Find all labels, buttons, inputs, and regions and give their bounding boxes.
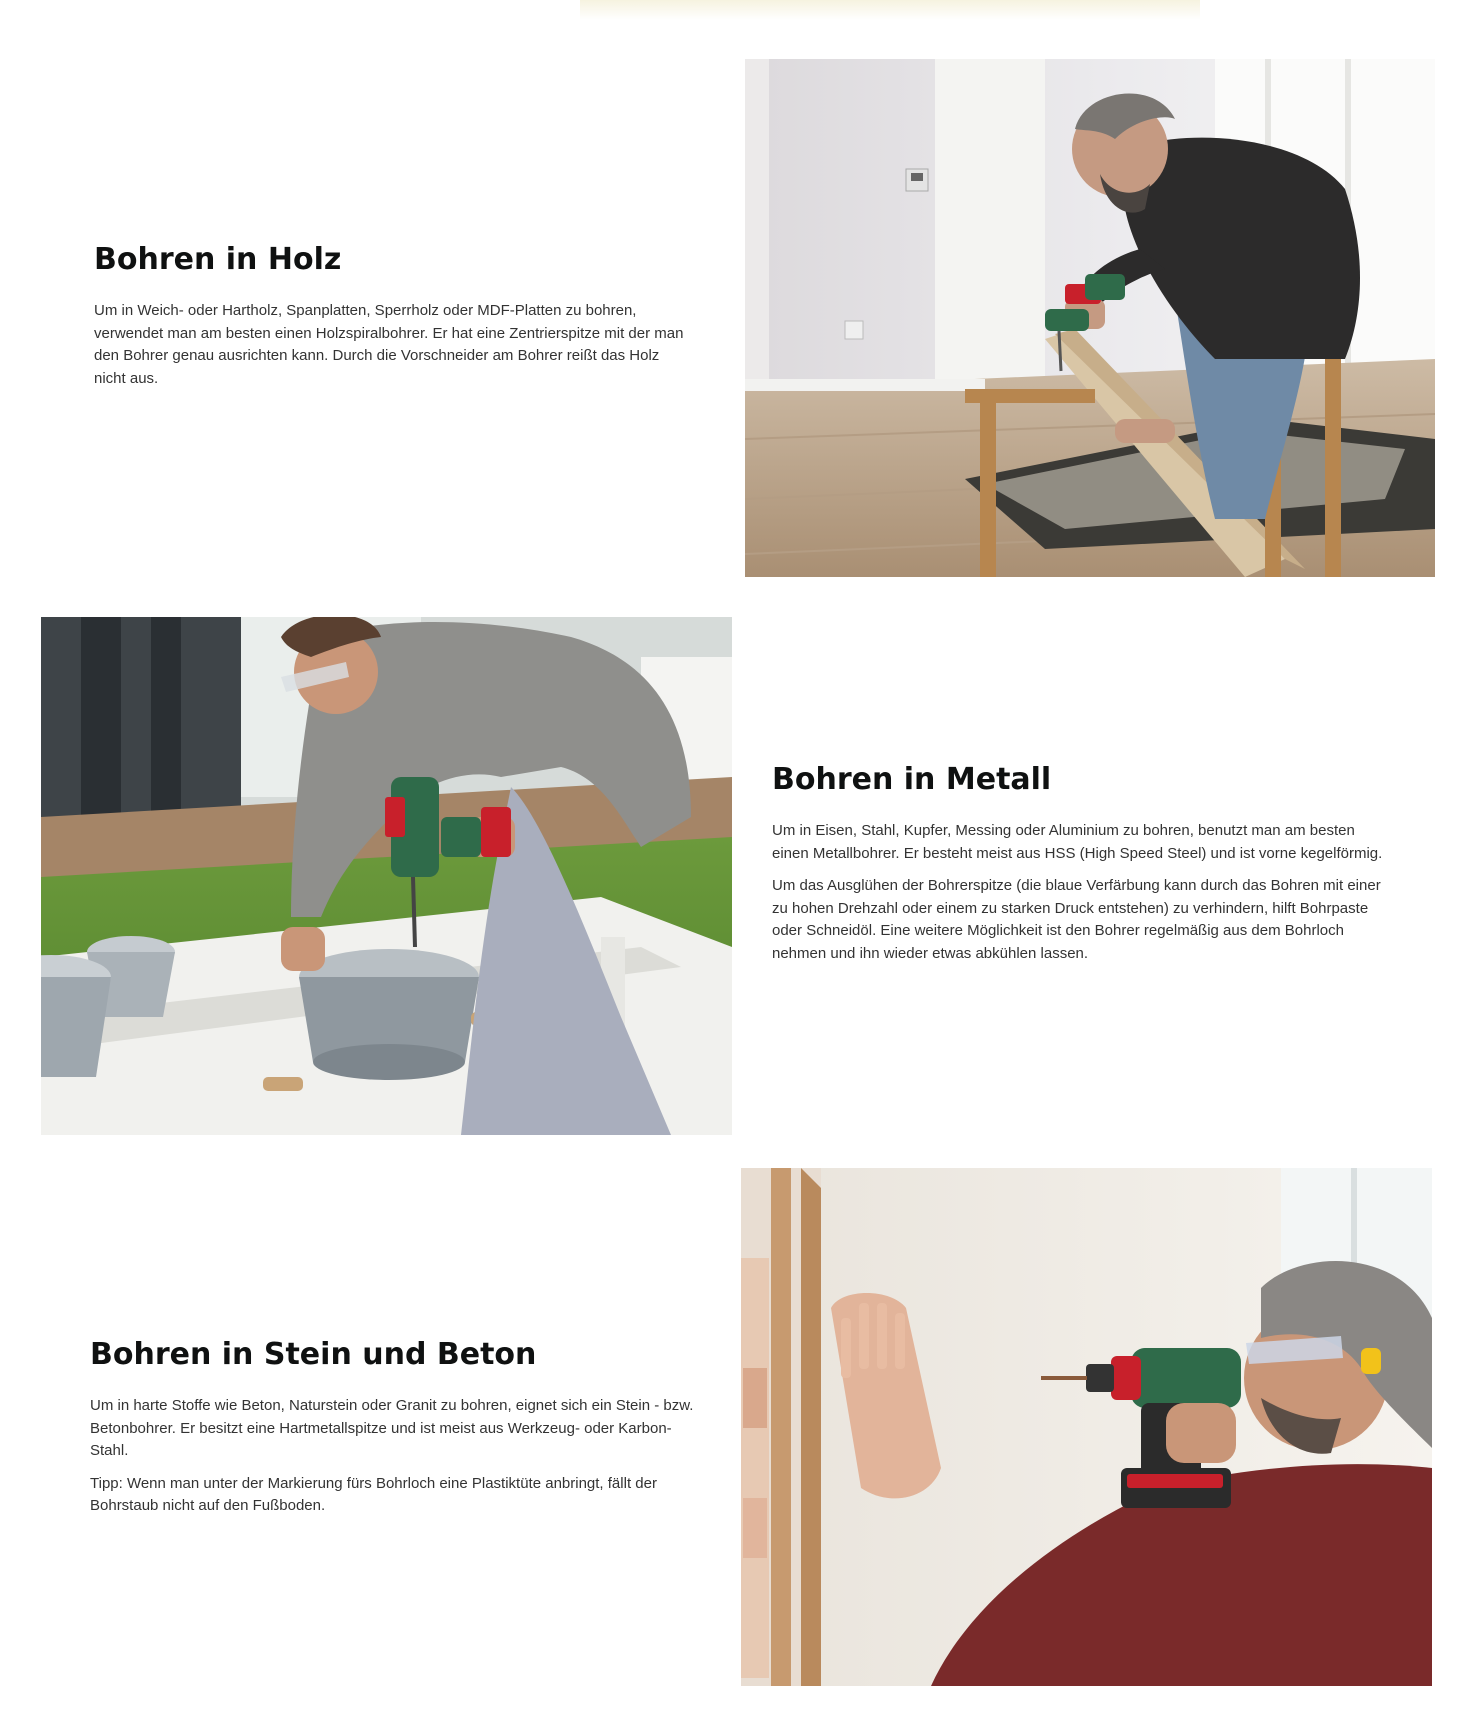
section-metall-paragraph-1: Um in Eisen, Stahl, Kupfer, Messing oder Aluminium zu bohren, benutzt man am besten einen Metallbohrer. Er besteht meist aus HSS (High Speed Steel) und ist vorne kegelförmig. [772,822,1383,862]
man-drilling-wall-photo [741,1168,1432,1686]
section-stein-beton-text [90,1337,700,1528]
section-holz-heading: Bohren in Holz [94,242,342,277]
section-stein-beton-paragraph-2: Tipp: Wenn man unter der Markierung fürs Bohrloch eine Plastiktüte anbringt, fällt der Bohrstaub nicht auf den Fußboden. [90,1474,657,1514]
metal-photo-illustration [41,617,732,1135]
wood-photo-illustration [745,59,1435,577]
section-metall-heading: Bohren in Metall [772,762,1052,797]
section-holz-paragraph: Um in Weich- oder Hartholz, Spanplatten, Sperrholz oder MDF-Platten zu bohren, verwendet man am besten einen Holzspiralbohrer. Er hat eine Zentrierspitze mit der man den Bohrer genau ausrichten kann. Durch die Vorschneider am Bohrer reißt das Holz nicht aus. [94,302,684,387]
section-stein-beton-heading: Bohren in Stein und Beton [90,1337,537,1372]
man-drilling-wood-photo [745,59,1435,577]
section-metall-paragraph-2: Um das Ausglühen der Bohrerspitze (die blaue Verfärbung kann durch das Bohren mit einer zu hohen Drehzahl oder einem zu starken Druck entstehen) zu verhindern, hilft Bohrpaste oder Schneidöl. Eine weitere Möglichkeit ist den Bohrer regelmäßig aus dem Bohrloch nehmen und ihn wieder etwas abkühlen lassen. [772,877,1381,962]
section-holz-text [94,242,684,400]
section-stein-beton-paragraph-1: Um in harte Stoffe wie Beton, Naturstein oder Granit zu bohren, eignet sich ein Stein - bzw. Betonbohrer. Er besitzt eine Hartmetallspitze und ist meist aus Werkzeug- oder Karbon-Stahl. [90,1397,694,1459]
section-metall-text [772,762,1392,975]
man-drilling-metal-bucket-photo [41,617,732,1135]
wall-photo-illustration [741,1168,1432,1686]
top-banner-edge [580,0,1200,20]
